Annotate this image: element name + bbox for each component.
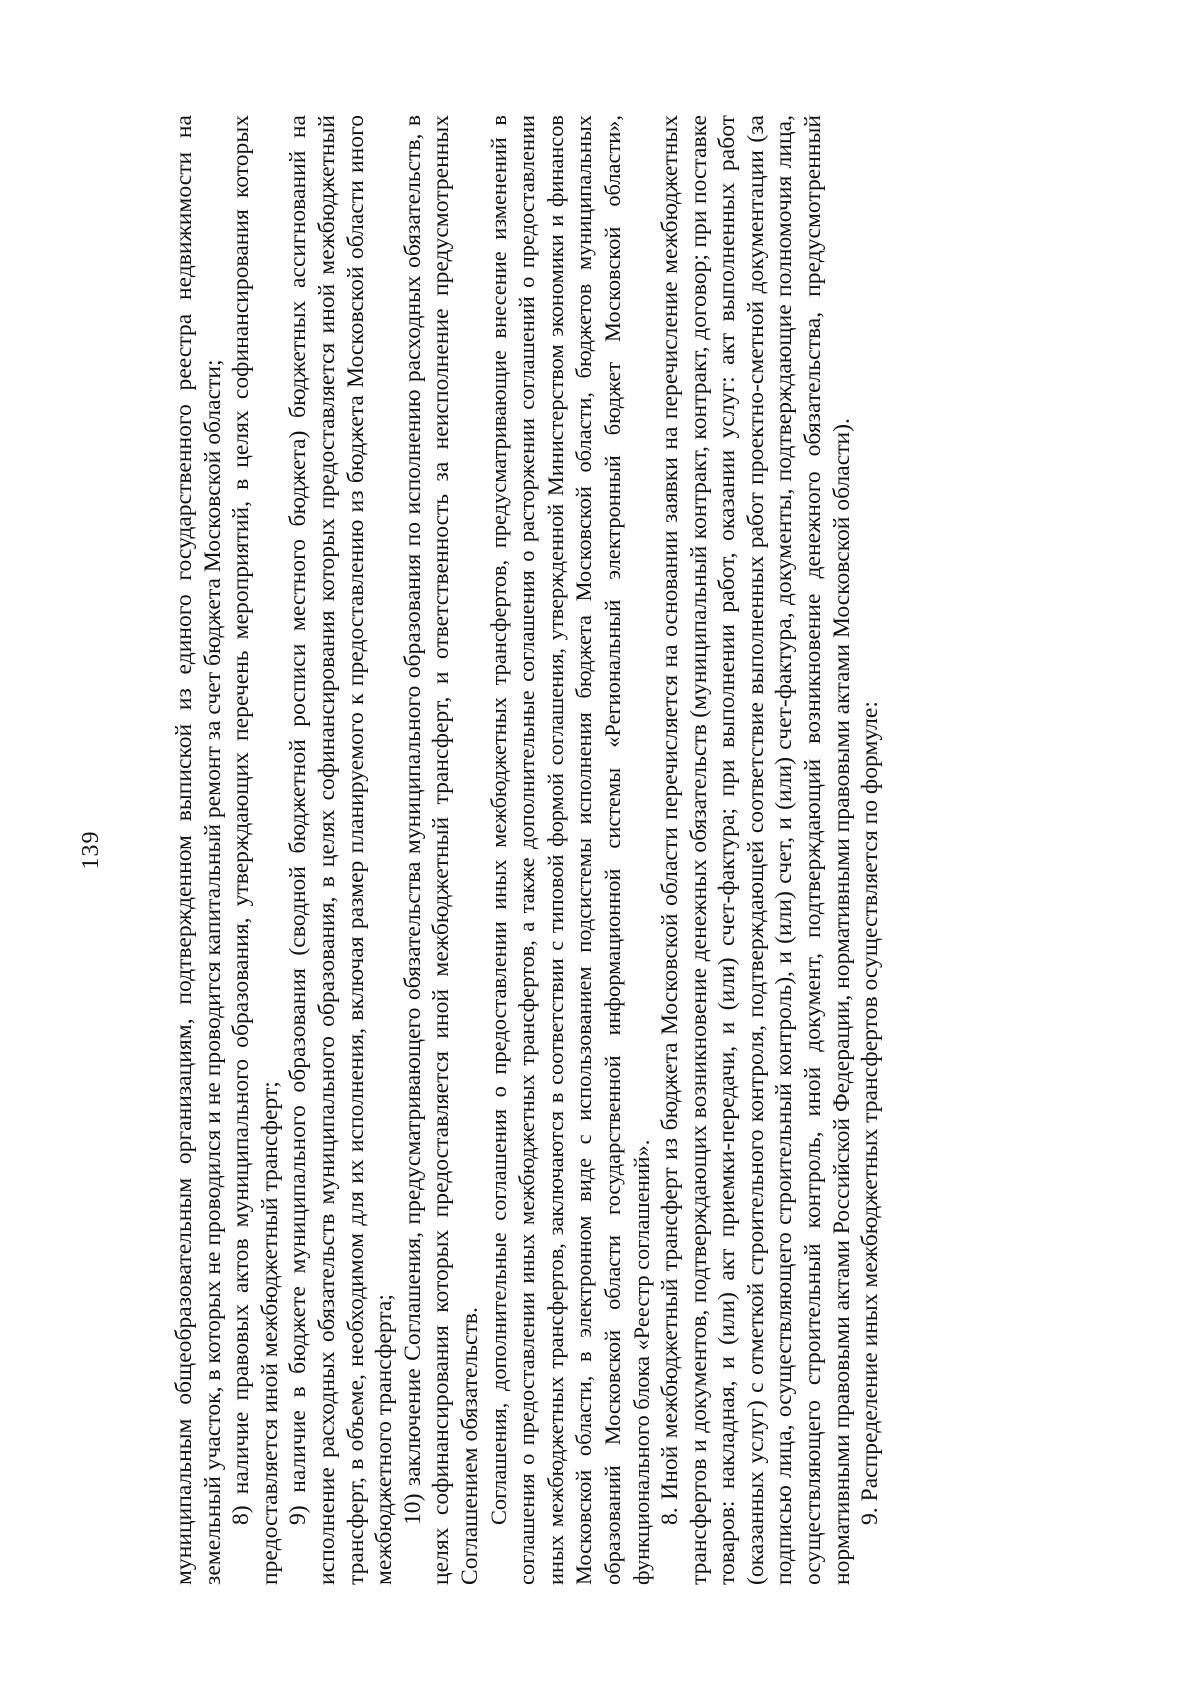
rotated-page-content: [78, 115, 1000, 1585]
paragraph-item-9: 9) наличие в бюджете муниципального образования (сводной бюджетной росписи местного бюджета) бюджетных ассигнований на исполнение расходных обязательств муниципального образования, в целях софинансирования которых предоставляется иной межбюджетный трансферт, в объеме, необходимом для их исполнения, включая размер планируемого к предоставлению из бюджета Московской области иного межбюджетного трансферта;: [285, 115, 398, 1585]
paragraph-item-10: 10) заключение Соглашения, предусматривающего обязательства муниципального образования по исполнению расходных обязательств, в целях софинансирования которых предоставляется иной межбюджетный трансферт, и ответственность за неисполнение предусмотренных Соглашением обязательств.: [399, 115, 483, 1585]
paragraph-section-9: 9. Распределение иных межбюджетных трансфертов осуществляется по формуле:: [857, 701, 884, 1525]
page-number: 139: [78, 830, 104, 870]
paragraph-item-8: 8) наличие правовых актов муниципального образования, утверждающих перечень мероприятий, в целях софинансирования которых предоставляется иной межбюджетный трансферт;: [228, 115, 283, 1585]
paragraph-agreements: Соглашения, дополнительные соглашения о предоставлении иных межбюджетных трансфертов, предусматривающие внесение изменений в соглашения о предоставлении иных межбюджетных трансфертов, а также дополнительные соглашения о расторжении соглашений о предоставлении иных межбюджетных трансфертов, заключаются в соответствии с типовой формой соглашения, утвержденной Министерством экономики и финансов Московской области, в электронном виде с использованием подсистемы исполнения бюджета Московской области, бюджетов муниципальных образований Московской области государственной информационной системы «Региональный электронный бюджет Московской области», функционального блока «Реестр соглашений».: [485, 115, 654, 1585]
paragraph-continuation: муниципальным общеобразовательным организациям, подтвержденном выпиской из единого государственного реестра недвижимости на земельный участок, в которых не проводился и не проводится капитальный ремонт за счет бюджета Московской области;: [171, 115, 226, 1585]
document-body: [170, 115, 885, 1585]
paragraph-section-8: 8. Иной межбюджетный трансферт из бюджета Московской области перечисляется на основании заявки на перечисление межбюджетных трансфертов и документов, подтверждающих возникновение денежных обязательств (муниципальный контракт, контракт, договор; при поставке товаров: накладная, и (или) акт приемки-передачи, и (или) счет-фактура; при выполнении работ, оказании услуг: акт выполненных работ (оказанных услуг) с отметкой строительного контроля, подтверждающей соответствие выполненных работ проектно-сметной документации (за подписью лица, осуществляющего строительный контроль), и (или) счет, и (или) счет-фактура, документы, подтверждающие полномочия лица, осуществляющего строительный контроль, иной документ, подтверждающий возникновение денежного обязательства, предусмотренный нормативными правовыми актами Российской Федерации, нормативными правовыми актами Московской области).: [657, 115, 855, 1585]
